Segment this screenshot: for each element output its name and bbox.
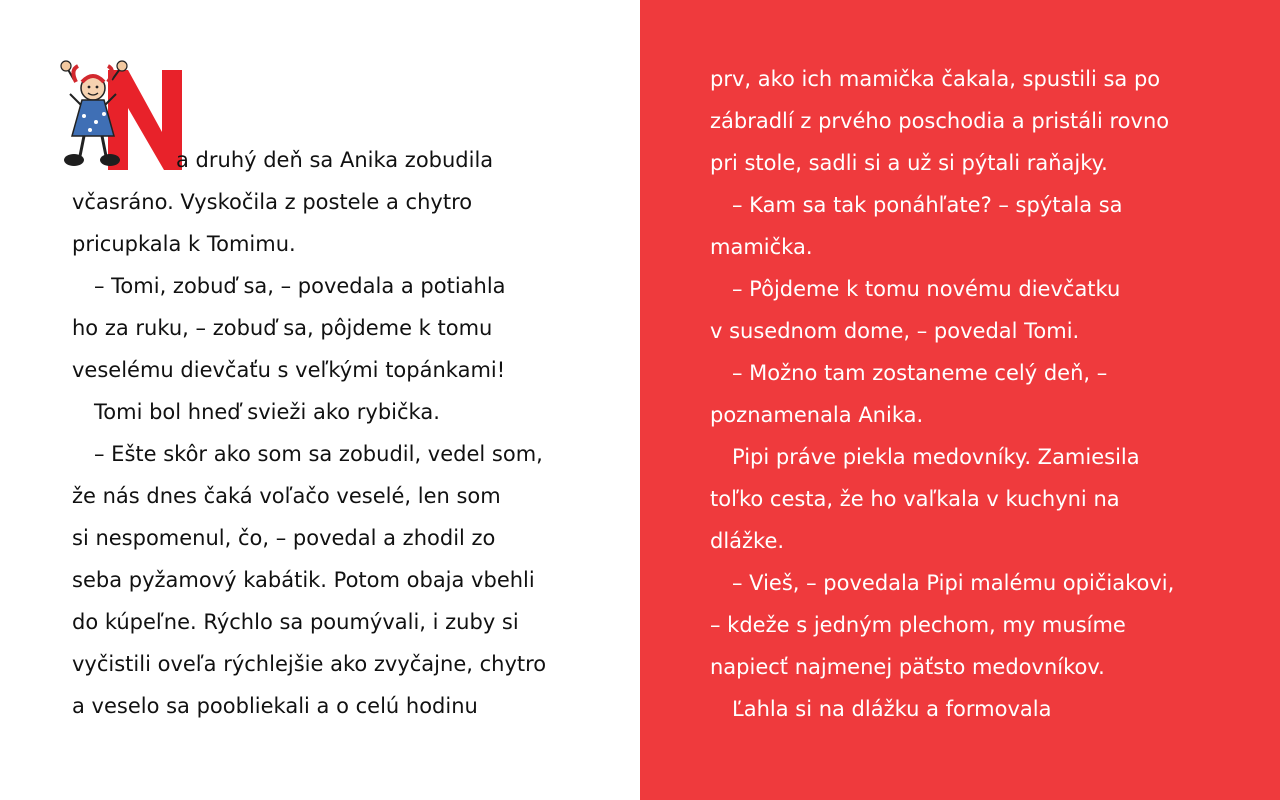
- right-line-9: Pipi práve piekla medovníky. Zamiesila: [732, 445, 1140, 469]
- right-line-1: zábradlí z prvého poschodia a pristáli rovno: [710, 109, 1170, 133]
- right-line-13: – kdeže s jedným plechom, my musíme: [710, 613, 1126, 637]
- left-line-10: seba pyžamový kabátik. Potom obaja vbehli: [72, 568, 535, 592]
- left-line-7: – Ešte skôr ako som sa zobudil, vedel som,: [94, 442, 543, 466]
- right-line-0: prv, ako ich mamička čakala, spustili sa po: [710, 67, 1161, 91]
- right-line-8: poznamenala Anika.: [710, 403, 924, 427]
- right-line-12: – Vieš, – povedala Pipi malému opičiakovi,: [732, 571, 1175, 595]
- right-line-5: – Pôjdeme k tomu novému dievčatku: [732, 277, 1121, 301]
- right-line-10: toľko cesta, že ho vaľkala v kuchyni na: [710, 487, 1120, 511]
- right-line-15: Ľahla si na dlážku a formovala: [732, 697, 1052, 721]
- left-line-5: veselému dievčaťu s veľkými topánkami!: [72, 358, 506, 382]
- left-line-6: Tomi bol hneď svieži ako rybička.: [94, 400, 440, 424]
- right-line-7: – Možno tam zostaneme celý deň, –: [732, 361, 1108, 385]
- right-line-14: napiecť najmenej päťsto medovníkov.: [710, 655, 1105, 679]
- left-page-text: [72, 139, 546, 727]
- right-page: [640, 0, 1280, 800]
- left-line-8: že nás dnes čaká voľačo veselé, len som: [72, 484, 501, 508]
- left-line-3: – Tomi, zobuď sa, – povedala a potiahla: [94, 274, 506, 298]
- left-line-0: a druhý deň sa Anika zobudila: [176, 148, 494, 172]
- left-line-9: si nespomenul, čo, – povedal a zhodil zo: [72, 526, 496, 550]
- right-line-4: mamička.: [710, 235, 813, 259]
- right-line-2: pri stole, sadli si a už si pýtali raňajky.: [710, 151, 1108, 175]
- left-line-11: do kúpeľne. Rýchlo sa poumývali, i zuby si: [72, 610, 519, 634]
- right-line-6: v susednom dome, – povedal Tomi.: [710, 319, 1080, 343]
- right-line-3: – Kam sa tak ponáhľate? – spýtala sa: [732, 193, 1123, 217]
- left-line-4: ho za ruku, – zobuď sa, pôjdeme k tomu: [72, 316, 493, 340]
- left-line-12: vyčistili oveľa rýchlejšie ako zvyčajne, chytro: [72, 652, 547, 676]
- left-line-13: a veselo sa poobliekali a o celú hodinu: [72, 694, 478, 718]
- left-line-1: včasráno. Vyskočila z postele a chytro: [72, 190, 473, 214]
- right-page-text: [710, 58, 1174, 730]
- right-line-11: dlážke.: [710, 529, 785, 553]
- left-line-2: pricupkala k Tomimu.: [72, 232, 296, 256]
